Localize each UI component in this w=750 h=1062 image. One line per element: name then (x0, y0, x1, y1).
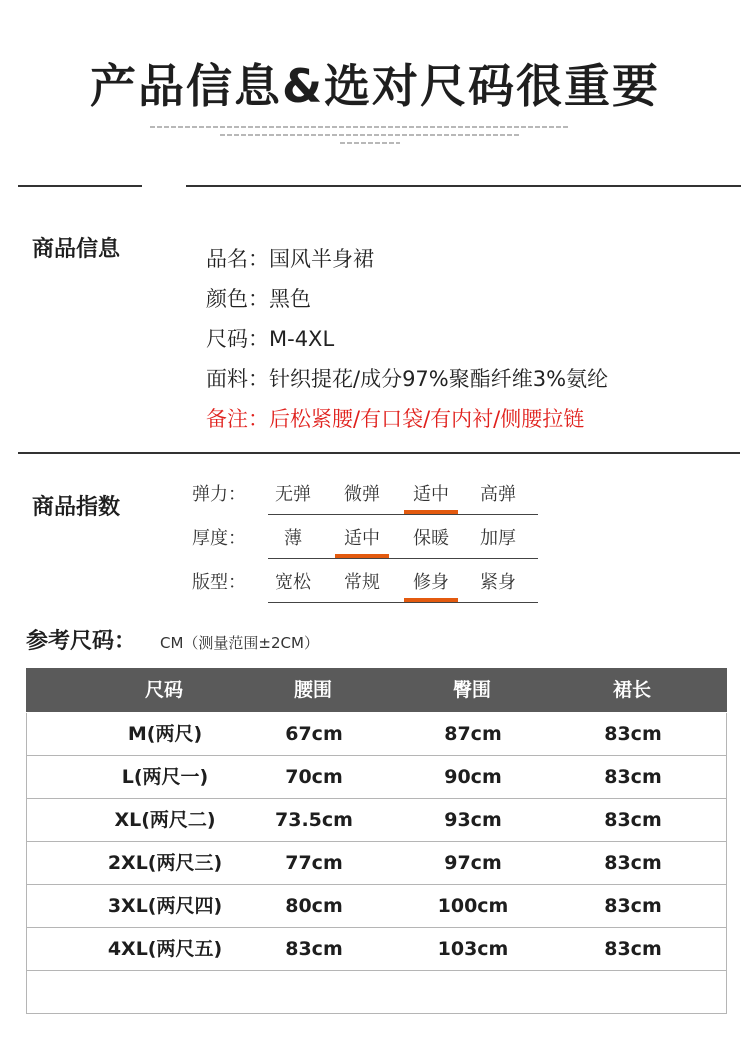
table-cell: 100cm (437, 895, 509, 917)
table-cell: M(两尺) (127, 723, 203, 745)
index-row-divider (268, 558, 538, 559)
table-row (26, 713, 727, 756)
size-reference-note: CM（测量范围±2CM） (160, 634, 319, 652)
table-cell: 83cm (604, 723, 662, 745)
size-reference-title: 参考尺码： (26, 629, 137, 654)
index-option: 紧身 (480, 572, 516, 593)
page-title: 产品信息&选对尺码很重要 (89, 59, 661, 113)
table-row (26, 756, 727, 799)
table-cell: 3XL(两尺四) (107, 895, 223, 917)
table-header-cell: 裙长 (612, 679, 651, 701)
index-option: 无弹 (275, 484, 311, 505)
index-row-divider (268, 514, 538, 515)
index-option: 修身 (413, 572, 449, 593)
table-cell: 67cm (285, 723, 343, 745)
index-option: 薄 (284, 528, 302, 549)
table-cell: 83cm (604, 895, 662, 917)
section-label-product-index: 商品指数 (32, 495, 121, 520)
table-cell: 90cm (444, 766, 502, 788)
table-cell: 87cm (444, 723, 502, 745)
table-cell: 83cm (604, 938, 662, 960)
table-row (26, 928, 727, 971)
table-cell: L(两尺一) (121, 766, 209, 788)
table-cell (90, 971, 240, 1013)
table-row (26, 842, 727, 885)
table-header-cell: 尺码 (144, 679, 183, 701)
table-cell: 70cm (285, 766, 343, 788)
table-cell: 103cm (437, 938, 509, 960)
divider (18, 185, 142, 187)
product-info-line: 颜色：黑色 (206, 287, 311, 311)
product-info-line: 尺码：M-4XL (206, 327, 335, 351)
product-info-line: 品名：国风半身裙 (206, 247, 374, 271)
table-cell: 93cm (444, 809, 502, 831)
table-cell: 4XL(两尺五) (107, 938, 223, 960)
table-cell: 80cm (285, 895, 343, 917)
table-cell (239, 971, 389, 1013)
index-option: 加厚 (480, 528, 516, 549)
product-info-line: 面料：针织提花/成分97%聚酯纤维3%氨纶 (206, 367, 609, 391)
table-cell: 83cm (285, 938, 343, 960)
table-cell (398, 971, 548, 1013)
index-row-divider (268, 602, 538, 603)
table-row (26, 885, 727, 928)
decorative-microtext (340, 142, 400, 144)
table-cell: 97cm (444, 852, 502, 874)
size-table-header (26, 668, 727, 712)
decorative-microtext (220, 134, 520, 136)
table-header-cell: 腰围 (293, 679, 332, 701)
index-option: 保暖 (413, 528, 449, 549)
index-option: 微弹 (344, 484, 380, 505)
table-cell: XL(两尺二) (114, 809, 216, 831)
table-cell: 83cm (604, 852, 662, 874)
table-cell: 83cm (604, 809, 662, 831)
table-cell: 77cm (285, 852, 343, 874)
decorative-microtext (150, 126, 570, 128)
index-row-label: 厚度： (192, 528, 246, 549)
table-cell: 73.5cm (275, 809, 353, 831)
index-option: 适中 (413, 484, 449, 505)
section-label-product-info: 商品信息 (32, 237, 121, 262)
index-option: 常规 (344, 572, 380, 593)
table-row (26, 971, 727, 1014)
index-row-label: 弹力： (192, 484, 246, 505)
index-option: 宽松 (275, 572, 311, 593)
table-header-cell: 臀围 (452, 679, 491, 701)
index-row-label: 版型： (192, 572, 246, 593)
product-info-line: 备注：后松紧腰/有口袋/有内衬/侧腰拉链 (206, 407, 585, 431)
index-option: 高弹 (480, 484, 516, 505)
index-option: 适中 (344, 528, 380, 549)
table-cell (558, 971, 708, 1013)
table-row (26, 799, 727, 842)
divider (186, 185, 741, 187)
table-cell: 83cm (604, 766, 662, 788)
table-cell: 2XL(两尺三) (107, 852, 223, 874)
divider (18, 452, 740, 454)
